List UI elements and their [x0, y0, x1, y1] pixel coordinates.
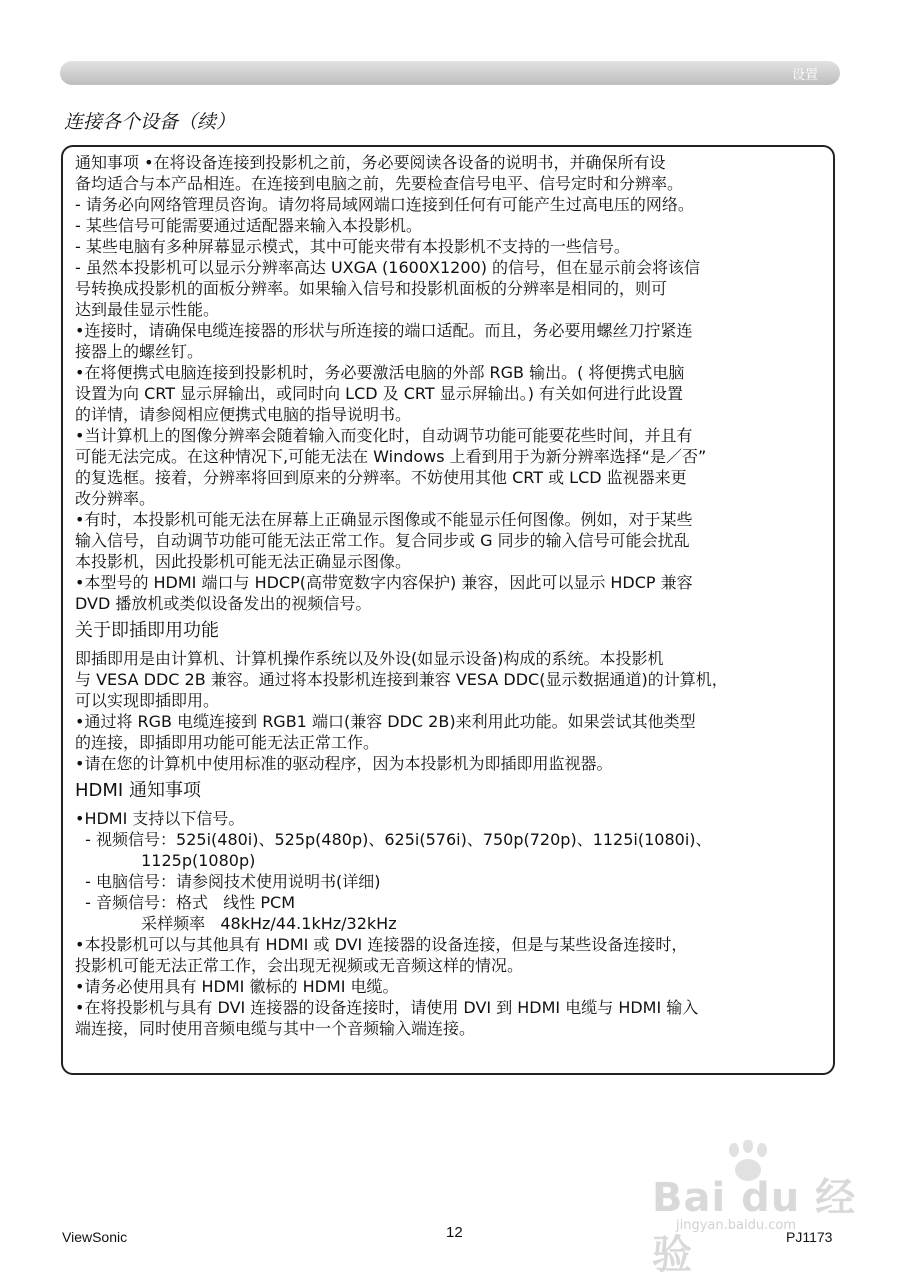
- notice-line: 号转换成投影机的面板分辨率。如果输入信号和投影机面板的分辨率是相同的，则可: [75, 279, 668, 298]
- hdmi-line: •请务必使用具有 HDMI 徽标的 HDMI 电缆。: [75, 977, 399, 996]
- hdmi-line: 1125p(1080p): [75, 851, 256, 870]
- hdmi-line: 端连接，同时使用音频电缆与其中一个音频输入端连接。: [75, 1019, 476, 1038]
- notice-line: 改分辨率。: [75, 489, 156, 508]
- notice-line: DVD 播放机或类似设备发出的视频信号。: [75, 594, 372, 613]
- notice-line: •有时，本投影机可能无法在屏幕上正确显示图像或不能显示任何图像。例如，对于某些: [75, 510, 693, 529]
- notice-line: - 某些信号可能需要通过适配器来输入本投影机。: [75, 216, 422, 235]
- pnp-line: 可以实现即插即用。: [75, 691, 220, 710]
- plug-and-play-heading: 关于即插即用功能: [75, 620, 219, 641]
- hdmi-line: •本投影机可以与其他具有 HDMI 或 DVI 连接器的设备连接，但是与某些设备连接时，: [75, 935, 688, 954]
- watermark-logo-text: Bai du 经验: [652, 1175, 857, 1278]
- hdmi-heading: HDMI 通知事项: [75, 780, 201, 801]
- notice-line: •当计算机上的图像分辨率会随着输入而变化时，自动调节功能可能要花些时间，并且有: [75, 426, 693, 445]
- notice-line: 可能无法完成。在这种情况下,可能无法在 Windows 上看到用于为新分辨率选择“是／否”: [75, 447, 707, 466]
- hdmi-line: - 电脑信号：请参阅技术使用说明书(详细): [75, 872, 381, 891]
- baidu-watermark: [640, 1140, 870, 1278]
- notice-line: - 请务必向网络管理员咨询。请勿将局域网端口连接到任何有可能产生过高电压的网络。: [75, 195, 694, 214]
- hdmi-line: •HDMI 支持以下信号。: [75, 809, 245, 828]
- notice-line: 接器上的螺丝钉。: [75, 342, 204, 361]
- pnp-line: 的连接，即插即用功能可能无法正常工作。: [75, 733, 380, 752]
- model-number: PJ1173: [786, 1229, 833, 1245]
- notice-line: 本投影机，因此投影机可能无法正确显示图像。: [75, 552, 412, 571]
- notice-line: •连接时，请确保电缆连接器的形状与所连接的端口适配。而且，务必要用螺丝刀拧紧连: [75, 321, 693, 340]
- page-number: 12: [446, 1224, 463, 1241]
- header-bar: [60, 61, 840, 85]
- notice-line: 的详情，请参阅相应便携式电脑的指导说明书。: [75, 405, 412, 424]
- page-title: 连接各个设备（续）: [64, 111, 236, 133]
- hdmi-line: 投影机可能无法正常工作，会出现无视频或无音频这样的情况。: [75, 956, 524, 975]
- hdmi-line: 采样频率 48kHz/44.1kHz/32kHz: [75, 914, 397, 933]
- notice-line: 输入信号，自动调节功能可能无法正常工作。复合同步或 G 同步的输入信号可能会扰乱: [75, 531, 690, 550]
- section-label: 设置: [791, 68, 818, 83]
- pnp-line: 与 VESA DDC 2B 兼容。通过将本投影机连接到兼容 VESA DDC(显示数据通道)的计算机，: [75, 670, 728, 689]
- notice-line: •在将便携式电脑连接到投影机时，务必要激活电脑的外部 RGB 输出。( 将便携式电脑: [75, 363, 685, 382]
- notice-line: 设置为向 CRT 显示屏输出，或同时向 LCD 及 CRT 显示屏输出。) 有关如何进行此设置: [75, 384, 684, 403]
- pnp-line: 即插即用是由计算机、计算机操作系统以及外设(如显示设备)构成的系统。本投影机: [75, 649, 664, 668]
- hdmi-line: - 音频信号：格式 线性 PCM: [75, 893, 296, 912]
- notice-line: 通知事项 •在将设备连接到投影机之前，务必要阅读各设备的说明书，并确保所有设: [75, 153, 666, 172]
- notice-line: 的复选框。接着，分辨率将回到原来的分辨率。不妨使用其他 CRT 或 LCD 监视器来更: [75, 468, 687, 487]
- notice-content: [75, 152, 833, 1039]
- notice-line: 备均适合与本产品相连。在连接到电脑之前，先要检查信号电平、信号定时和分辨率。: [75, 174, 684, 193]
- pnp-line: •请在您的计算机中使用标准的驱动程序，因为本投影机为即插即用监视器。: [75, 754, 613, 773]
- hdmi-line: - 视频信号：525i(480i)、525p(480p)、625i(576i)、750p(720p)、1125i(1080i)、: [75, 830, 712, 849]
- notice-line: 达到最佳显示性能。: [75, 300, 220, 319]
- notice-line: - 某些电脑有多种屏幕显示模式，其中可能夹带有本投影机不支持的一些信号。: [75, 237, 630, 256]
- footer-brand: ViewSonic: [62, 1229, 128, 1245]
- hdmi-line: •在将投影机与具有 DVI 连接器的设备连接时，请使用 DVI 到 HDMI 电缆与 HDMI 输入: [75, 998, 699, 1017]
- notice-line: - 虽然本投影机可以显示分辨率高达 UXGA (1600X1200) 的信号，但在显示前会将该信: [75, 258, 701, 277]
- pnp-line: •通过将 RGB 电缆连接到 RGB1 端口(兼容 DDC 2B)来利用此功能。如果尝试其他类型: [75, 712, 696, 731]
- watermark-url: jingyan.baidu.com: [676, 1218, 796, 1233]
- notice-line: •本型号的 HDMI 端口与 HDCP(高带宽数字内容保护) 兼容，因此可以显示 HDCP 兼容: [75, 573, 693, 592]
